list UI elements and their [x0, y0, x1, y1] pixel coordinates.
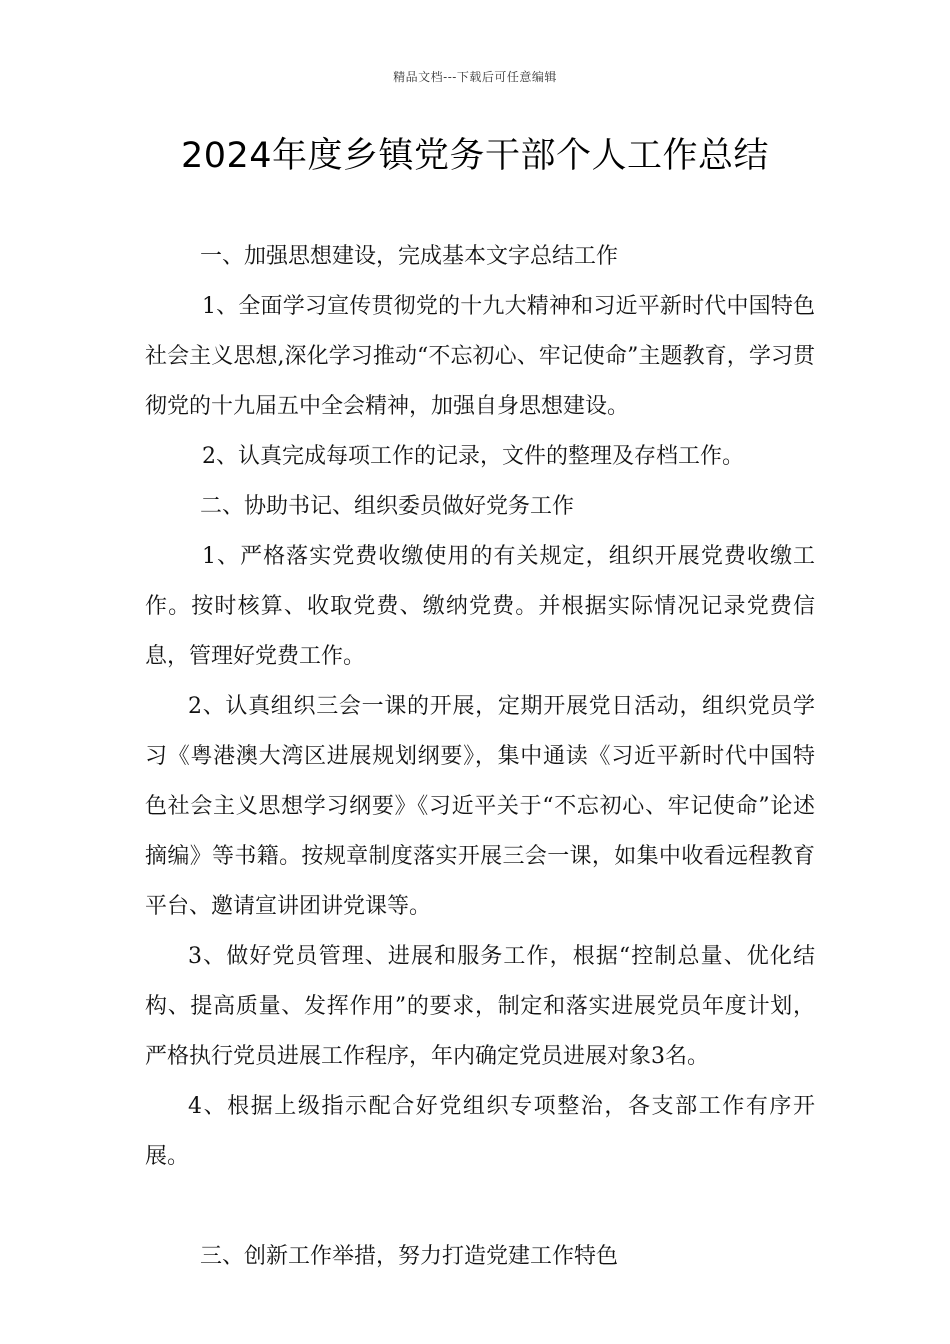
section-heading-1: 一、加强思想建设，完成基本文字总结工作: [200, 244, 619, 269]
paragraph-2-1: 1、严格落实党费收缴使用的有关规定，组织开展党费收缴工作。按时核算、收取党费、缴纳党费。并根据实际情况记录党费信息，管理好党费工作。: [145, 544, 815, 669]
document-title: 2024年度乡镇党务干部个人工作总结: [180, 136, 770, 176]
paragraph-2-3: 3、做好党员管理、进展和服务工作，根据“控制总量、优化结构、提高质量、发挥作用”的要求，制定和落实进展党员年度计划，严格执行党员进展工作程序，年内确定党员进展对象3名。: [145, 944, 815, 1069]
section-heading-2: 二、协助书记、组织委员做好党务工作: [200, 494, 575, 519]
paragraph-1-2: 2、认真完成每项工作的记录，文件的整理及存档工作。: [202, 444, 744, 469]
section-heading-3: 三、创新工作举措，努力打造党建工作特色: [200, 1244, 619, 1269]
header-note: 精品文档---下载后可任意编辑: [393, 70, 557, 84]
paragraph-1-1: 1、全面学习宣传贯彻党的十九大精神和习近平新时代中国特色社会主义思想,深化学习推动“不忘初心、牢记使命”主题教育，学习贯彻党的十九届五中全会精神，加强自身思想建设。: [145, 294, 815, 419]
document-body: [145, 232, 815, 1282]
paragraph-2-2: 2、认真组织三会一课的开展，定期开展党日活动，组织党员学习《粤港澳大湾区进展规划纲要》，集中通读《习近平新时代中国特色社会主义思想学习纲要》《习近平关于“不忘初心、牢记使命”论述摘编》等书籍。按规章制度落实开展三会一课，如集中收看远程教育平台、邀请宣讲团讲党课等。: [145, 694, 815, 919]
paragraph-2-4: 4、根据上级指示配合好党组织专项整治，各支部工作有序开展。: [145, 1094, 815, 1169]
paragraph-gap: [145, 1182, 815, 1232]
